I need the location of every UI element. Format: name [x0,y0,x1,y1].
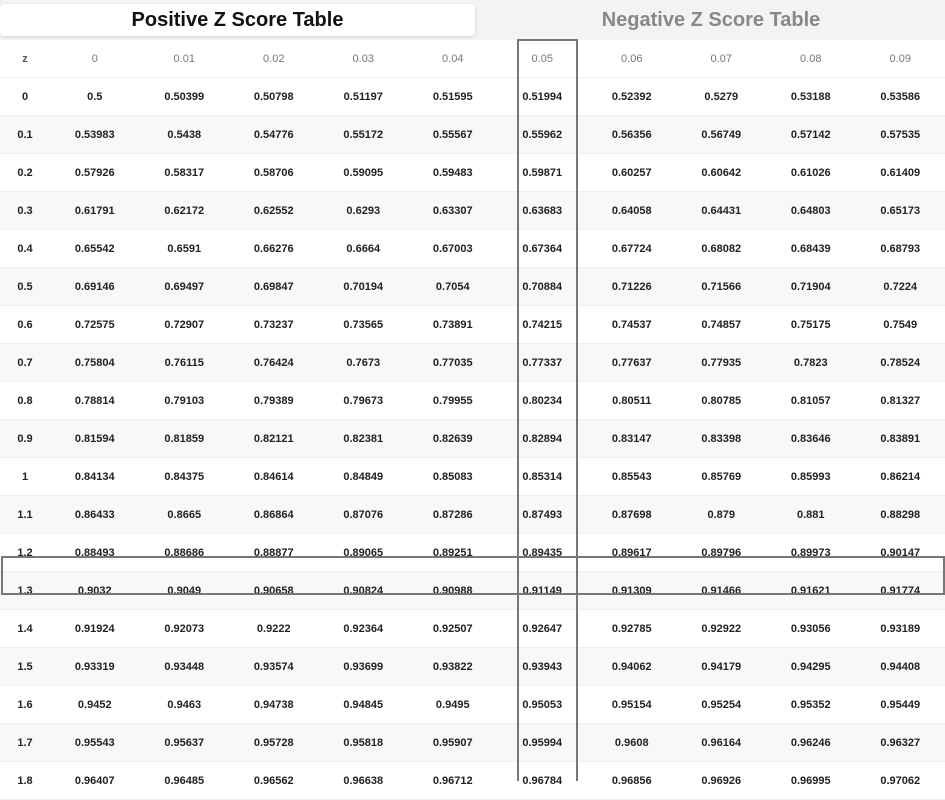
probability-cell: 0.74857 [677,306,767,344]
z-value-cell: 1.6 [0,686,50,724]
probability-cell: 0.96784 [498,762,588,800]
probability-cell: 0.90147 [856,534,945,572]
column-header: 0.03 [319,40,409,78]
probability-cell: 0.879 [677,496,767,534]
probability-cell: 0.5438 [140,116,230,154]
probability-cell: 0.93189 [856,610,945,648]
probability-cell: 0.89435 [498,534,588,572]
probability-cell: 0.95154 [587,686,677,724]
probability-cell: 0.51994 [498,78,588,116]
probability-cell: 0.83147 [587,420,677,458]
probability-cell: 0.9222 [229,610,319,648]
probability-cell: 0.62552 [229,192,319,230]
probability-cell: 0.58706 [229,154,319,192]
probability-cell: 0.63683 [498,192,588,230]
probability-cell: 0.95254 [677,686,767,724]
table-row [0,458,945,496]
z-value-cell: 1.3 [0,572,50,610]
probability-cell: 0.73565 [319,306,409,344]
probability-cell: 0.7224 [856,268,945,306]
probability-cell: 0.62172 [140,192,230,230]
column-header: 0.07 [677,40,767,78]
probability-cell: 0.84849 [319,458,409,496]
probability-cell: 0.96485 [140,762,230,800]
probability-cell: 0.95352 [766,686,856,724]
probability-cell: 0.88493 [50,534,140,572]
probability-cell: 0.92785 [587,610,677,648]
probability-cell: 0.51197 [319,78,409,116]
probability-cell: 0.88877 [229,534,319,572]
z-value-cell: 0.1 [0,116,50,154]
probability-cell: 0.81594 [50,420,140,458]
probability-cell: 0.67724 [587,230,677,268]
probability-cell: 0.66276 [229,230,319,268]
probability-cell: 0.61026 [766,154,856,192]
probability-cell: 0.63307 [408,192,498,230]
probability-cell: 0.72575 [50,306,140,344]
probability-cell: 0.67003 [408,230,498,268]
probability-cell: 0.50798 [229,78,319,116]
tab-negative-z-score[interactable]: Negative Z Score Table [477,4,945,36]
probability-cell: 0.89796 [677,534,767,572]
probability-cell: 0.59483 [408,154,498,192]
probability-cell: 0.71226 [587,268,677,306]
probability-cell: 0.89617 [587,534,677,572]
probability-cell: 0.60257 [587,154,677,192]
z-value-cell: 1.5 [0,648,50,686]
probability-cell: 0.91149 [498,572,588,610]
z-value-cell: 1.2 [0,534,50,572]
probability-cell: 0.79103 [140,382,230,420]
probability-cell: 0.77935 [677,344,767,382]
table-row [0,534,945,572]
probability-cell: 0.95449 [856,686,945,724]
probability-cell: 0.94408 [856,648,945,686]
probability-cell: 0.79955 [408,382,498,420]
probability-cell: 0.92364 [319,610,409,648]
z-value-cell: 1.1 [0,496,50,534]
table-row [0,610,945,648]
probability-cell: 0.71566 [677,268,767,306]
probability-cell: 0.88298 [856,496,945,534]
probability-cell: 0.53983 [50,116,140,154]
probability-cell: 0.51595 [408,78,498,116]
probability-cell: 0.72907 [140,306,230,344]
probability-cell: 0.59871 [498,154,588,192]
probability-cell: 0.50399 [140,78,230,116]
z-value-cell: 1 [0,458,50,496]
probability-cell: 0.87286 [408,496,498,534]
table-row [0,306,945,344]
probability-cell: 0.86433 [50,496,140,534]
probability-cell: 0.75804 [50,344,140,382]
probability-cell: 0.96327 [856,724,945,762]
probability-cell: 0.80785 [677,382,767,420]
z-value-cell: 0.4 [0,230,50,268]
probability-cell: 0.94179 [677,648,767,686]
probability-cell: 0.96995 [766,762,856,800]
probability-cell: 0.95994 [498,724,588,762]
table-row [0,344,945,382]
probability-cell: 0.86864 [229,496,319,534]
probability-cell: 0.88686 [140,534,230,572]
probability-cell: 0.68793 [856,230,945,268]
probability-cell: 0.95637 [140,724,230,762]
probability-cell: 0.73237 [229,306,319,344]
probability-cell: 0.8665 [140,496,230,534]
probability-cell: 0.68082 [677,230,767,268]
probability-cell: 0.93699 [319,648,409,686]
table-row [0,116,945,154]
table-row [0,420,945,458]
probability-cell: 0.65542 [50,230,140,268]
probability-cell: 0.881 [766,496,856,534]
probability-cell: 0.97062 [856,762,945,800]
probability-cell: 0.74215 [498,306,588,344]
probability-cell: 0.93574 [229,648,319,686]
probability-cell: 0.9049 [140,572,230,610]
z-column-header: z [0,40,50,78]
probability-cell: 0.77637 [587,344,677,382]
probability-cell: 0.89251 [408,534,498,572]
probability-cell: 0.74537 [587,306,677,344]
probability-cell: 0.5 [50,78,140,116]
probability-cell: 0.78524 [856,344,945,382]
probability-cell: 0.75175 [766,306,856,344]
probability-cell: 0.92922 [677,610,767,648]
probability-cell: 0.82639 [408,420,498,458]
probability-cell: 0.61409 [856,154,945,192]
probability-cell: 0.68439 [766,230,856,268]
probability-cell: 0.95818 [319,724,409,762]
probability-cell: 0.5279 [677,78,767,116]
tab-positive-z-score[interactable]: Positive Z Score Table [0,4,475,36]
column-header: 0.02 [229,40,319,78]
probability-cell: 0.83398 [677,420,767,458]
probability-cell: 0.80511 [587,382,677,420]
probability-cell: 0.83891 [856,420,945,458]
probability-cell: 0.77337 [498,344,588,382]
probability-cell: 0.55172 [319,116,409,154]
column-header: 0.09 [856,40,945,78]
probability-cell: 0.86214 [856,458,945,496]
z-value-cell: 1.4 [0,610,50,648]
z-value-cell: 0.2 [0,154,50,192]
z-value-cell: 0.3 [0,192,50,230]
probability-cell: 0.71904 [766,268,856,306]
probability-cell: 0.84375 [140,458,230,496]
table-row [0,496,945,534]
probability-cell: 0.65173 [856,192,945,230]
z-value-cell: 0.7 [0,344,50,382]
probability-cell: 0.53586 [856,78,945,116]
probability-cell: 0.93056 [766,610,856,648]
probability-cell: 0.90658 [229,572,319,610]
probability-cell: 0.52392 [587,78,677,116]
column-header: 0.04 [408,40,498,78]
probability-cell: 0.57926 [50,154,140,192]
probability-cell: 0.79673 [319,382,409,420]
column-header: 0.06 [587,40,677,78]
probability-cell: 0.73891 [408,306,498,344]
probability-cell: 0.9463 [140,686,230,724]
probability-cell: 0.9495 [408,686,498,724]
probability-cell: 0.94738 [229,686,319,724]
probability-cell: 0.82381 [319,420,409,458]
probability-cell: 0.64058 [587,192,677,230]
z-value-cell: 0.6 [0,306,50,344]
probability-cell: 0.6591 [140,230,230,268]
probability-cell: 0.61791 [50,192,140,230]
probability-cell: 0.7673 [319,344,409,382]
table-row [0,154,945,192]
probability-cell: 0.55567 [408,116,498,154]
probability-cell: 0.83646 [766,420,856,458]
probability-cell: 0.96407 [50,762,140,800]
probability-cell: 0.70194 [319,268,409,306]
table-row [0,686,945,724]
probability-cell: 0.95053 [498,686,588,724]
z-value-cell: 0.5 [0,268,50,306]
probability-cell: 0.87076 [319,496,409,534]
z-value-cell: 0.9 [0,420,50,458]
probability-cell: 0.53188 [766,78,856,116]
probability-cell: 0.85769 [677,458,767,496]
probability-cell: 0.89973 [766,534,856,572]
table-row [0,648,945,686]
z-value-cell: 1.8 [0,762,50,800]
probability-cell: 0.89065 [319,534,409,572]
table-row [0,78,945,116]
probability-cell: 0.93448 [140,648,230,686]
probability-cell: 0.93319 [50,648,140,686]
probability-cell: 0.69497 [140,268,230,306]
probability-cell: 0.94845 [319,686,409,724]
probability-cell: 0.92647 [498,610,588,648]
probability-cell: 0.91621 [766,572,856,610]
z-score-table [0,40,945,800]
probability-cell: 0.67364 [498,230,588,268]
probability-cell: 0.64803 [766,192,856,230]
probability-cell: 0.91774 [856,572,945,610]
column-header: 0 [50,40,140,78]
probability-cell: 0.94295 [766,648,856,686]
probability-cell: 0.95728 [229,724,319,762]
probability-cell: 0.93943 [498,648,588,686]
probability-cell: 0.7549 [856,306,945,344]
probability-cell: 0.85543 [587,458,677,496]
probability-cell: 0.84614 [229,458,319,496]
z-value-cell: 1.7 [0,724,50,762]
probability-cell: 0.90988 [408,572,498,610]
column-header: 0.01 [140,40,230,78]
probability-cell: 0.70884 [498,268,588,306]
probability-cell: 0.60642 [677,154,767,192]
probability-cell: 0.95907 [408,724,498,762]
probability-cell: 0.9452 [50,686,140,724]
probability-cell: 0.54776 [229,116,319,154]
probability-cell: 0.69146 [50,268,140,306]
probability-cell: 0.55962 [498,116,588,154]
probability-cell: 0.96856 [587,762,677,800]
z-value-cell: 0.8 [0,382,50,420]
probability-cell: 0.90824 [319,572,409,610]
table-tabs [0,0,945,40]
probability-cell: 0.81859 [140,420,230,458]
probability-cell: 0.87493 [498,496,588,534]
z-value-cell: 0 [0,78,50,116]
probability-cell: 0.87698 [587,496,677,534]
probability-cell: 0.57142 [766,116,856,154]
probability-cell: 0.95543 [50,724,140,762]
probability-cell: 0.81327 [856,382,945,420]
probability-cell: 0.6664 [319,230,409,268]
probability-cell: 0.91466 [677,572,767,610]
probability-cell: 0.96926 [677,762,767,800]
probability-cell: 0.76424 [229,344,319,382]
probability-cell: 0.64431 [677,192,767,230]
probability-cell: 0.96164 [677,724,767,762]
column-header: 0.08 [766,40,856,78]
probability-cell: 0.6293 [319,192,409,230]
table-row [0,230,945,268]
table-row [0,192,945,230]
probability-cell: 0.9032 [50,572,140,610]
probability-cell: 0.58317 [140,154,230,192]
probability-cell: 0.79389 [229,382,319,420]
probability-cell: 0.85993 [766,458,856,496]
table-row [0,762,945,800]
probability-cell: 0.56356 [587,116,677,154]
probability-cell: 0.96638 [319,762,409,800]
probability-cell: 0.82121 [229,420,319,458]
probability-cell: 0.78814 [50,382,140,420]
probability-cell: 0.69847 [229,268,319,306]
probability-cell: 0.57535 [856,116,945,154]
probability-cell: 0.91924 [50,610,140,648]
probability-cell: 0.96562 [229,762,319,800]
probability-cell: 0.84134 [50,458,140,496]
probability-cell: 0.7823 [766,344,856,382]
probability-cell: 0.91309 [587,572,677,610]
column-header: 0.05 [498,40,588,78]
table-row [0,724,945,762]
probability-cell: 0.85314 [498,458,588,496]
probability-cell: 0.94062 [587,648,677,686]
probability-cell: 0.92507 [408,610,498,648]
probability-cell: 0.96246 [766,724,856,762]
probability-cell: 0.76115 [140,344,230,382]
probability-cell: 0.80234 [498,382,588,420]
table-row [0,572,945,610]
table-row [0,382,945,420]
probability-cell: 0.7054 [408,268,498,306]
header-row [0,40,945,78]
probability-cell: 0.9608 [587,724,677,762]
probability-cell: 0.82894 [498,420,588,458]
probability-cell: 0.96712 [408,762,498,800]
probability-cell: 0.56749 [677,116,767,154]
probability-cell: 0.81057 [766,382,856,420]
probability-cell: 0.92073 [140,610,230,648]
probability-cell: 0.93822 [408,648,498,686]
table-row [0,268,945,306]
probability-cell: 0.59095 [319,154,409,192]
probability-cell: 0.85083 [408,458,498,496]
probability-cell: 0.77035 [408,344,498,382]
